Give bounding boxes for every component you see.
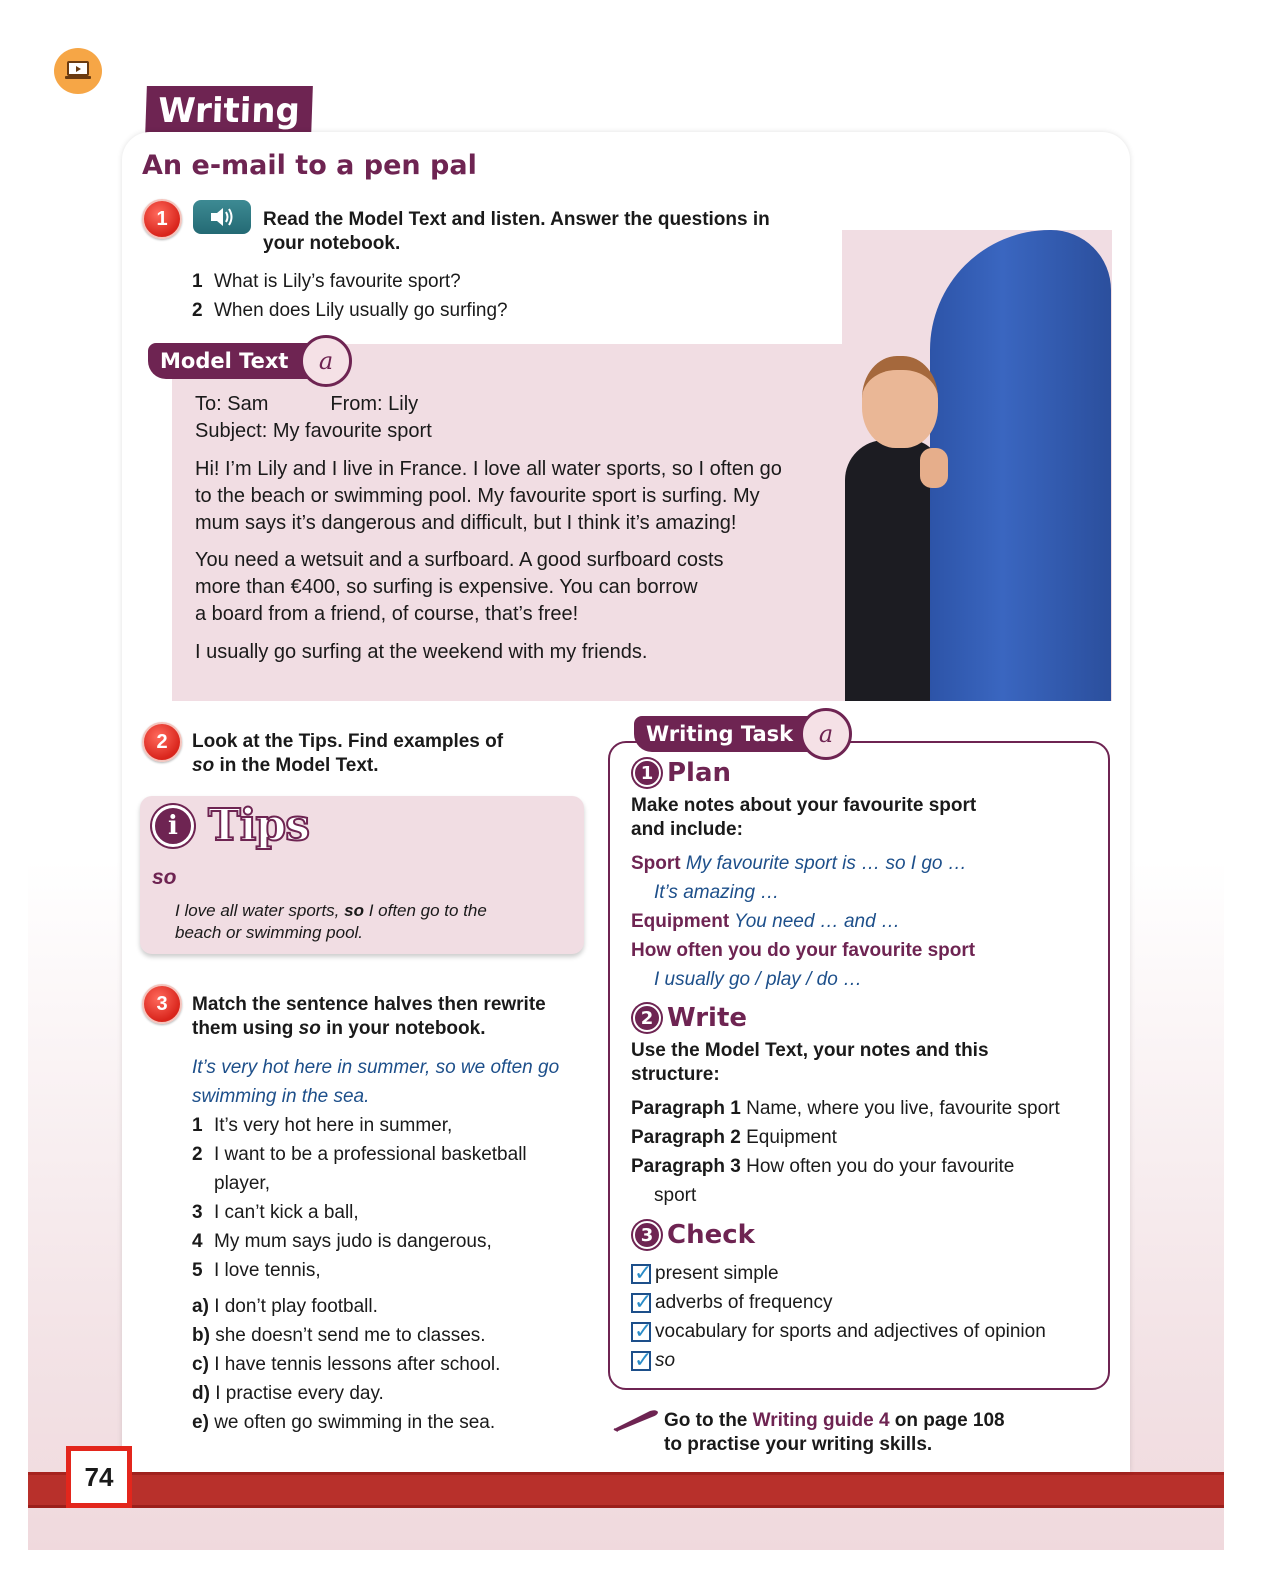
writing-task-tab: Writing Task — [634, 716, 826, 752]
writing-guide-reference — [664, 1409, 1005, 1457]
paragraph-label: Paragraph 1 — [631, 1098, 741, 1119]
item-number: 3 — [192, 1202, 203, 1223]
email-paragraph-3: I usually go surfing at the weekend with my friends. — [195, 641, 648, 663]
structure-line — [631, 1152, 1060, 1181]
instruction-line: Look at the Tips. Find examples of — [192, 731, 504, 752]
tips-text: I love all water sports, — [175, 901, 345, 920]
sentence-halves-list — [192, 1111, 527, 1285]
exercise-1-instruction — [263, 208, 770, 256]
guide-text: Go to the — [664, 1410, 753, 1431]
plan-notes — [631, 849, 975, 994]
checklist-label: present simple — [655, 1263, 779, 1284]
checklist-item[interactable] — [631, 1259, 1046, 1288]
tips-example-line — [175, 900, 555, 922]
step-title: Write — [667, 1003, 748, 1033]
plan-prompt: You need … and … — [729, 911, 900, 932]
instruction-line: Match the sentence halves then rewrite — [192, 994, 546, 1015]
item-text: What is Lily’s favourite sport? — [214, 271, 461, 292]
checkbox-checked-icon[interactable]: ✓ — [631, 1293, 651, 1313]
photo-girl-face — [862, 356, 938, 448]
exercise-number-badge: 3 — [142, 984, 182, 1024]
list-item — [192, 1140, 527, 1169]
tips-keyword: so — [152, 866, 177, 889]
exercise-3-example — [192, 1053, 559, 1111]
text-line: You need a wetsuit and a surfboard. A good surfboard costs — [195, 549, 724, 571]
info-icon: i — [152, 805, 194, 847]
step-number: 3 — [633, 1221, 661, 1249]
paragraph-structure — [631, 1094, 1060, 1210]
exercise-3-instruction — [192, 993, 546, 1041]
email-from: From: Lily — [330, 393, 419, 415]
sentence-endings-list — [192, 1292, 500, 1437]
checklist — [631, 1259, 1046, 1375]
footer-band — [28, 1472, 1224, 1508]
plan-line — [631, 849, 975, 878]
plan-label: Equipment — [631, 911, 730, 932]
paragraph-text: Equipment — [740, 1127, 837, 1148]
plan-heading — [633, 758, 731, 788]
instruction-line: your notebook. — [263, 233, 401, 254]
item-text: My mum says judo is dangerous, — [214, 1231, 492, 1252]
list-item — [192, 1350, 500, 1379]
item-letter: e) — [192, 1412, 209, 1433]
paragraph-text: Name, where you live, favourite sport — [740, 1098, 1060, 1119]
email-subject: Subject: My favourite sport — [195, 420, 432, 442]
tips-example-line: beach or swimming pool. — [175, 923, 364, 942]
text-line: to the beach or swimming pool. My favourite sport is surfing. My — [195, 485, 760, 507]
item-number: 5 — [192, 1260, 203, 1281]
guide-line: to practise your writing skills. — [664, 1434, 933, 1455]
checklist-label: vocabulary for sports and adjectives of opinion — [655, 1321, 1046, 1342]
list-item — [192, 1227, 527, 1256]
checklist-item[interactable] — [631, 1288, 1046, 1317]
tips-bold-so: so — [344, 901, 364, 920]
step-number: 2 — [633, 1004, 661, 1032]
writing-task-icon: a — [800, 708, 852, 760]
exercise-1-questions — [192, 267, 508, 325]
step-title: Plan — [667, 758, 732, 788]
item-text: player, — [214, 1173, 270, 1194]
item-number: 4 — [192, 1231, 203, 1252]
email-paragraph-2 — [195, 547, 724, 628]
checkbox-checked-icon[interactable]: ✓ — [631, 1322, 651, 1342]
guide-text: on page 108 — [889, 1410, 1005, 1431]
instruction-line: Make notes about your favourite sport — [631, 795, 977, 816]
plan-label: How often you do your favourite sport — [631, 940, 976, 961]
text-line: a board from a friend, of course, that’s free! — [195, 603, 579, 625]
item-text: we often go swimming in the sea. — [214, 1412, 496, 1433]
list-item — [192, 1111, 527, 1140]
email-header — [195, 391, 432, 445]
step-number: 1 — [633, 759, 661, 787]
model-text-icon: a — [300, 335, 352, 387]
plan-line — [631, 907, 975, 936]
item-text: I have tennis lessons after school. — [214, 1354, 501, 1375]
item-text: It’s very hot here in summer, — [214, 1115, 453, 1136]
italic-word: so — [192, 755, 215, 776]
tips-text: I often go to the — [363, 901, 487, 920]
item-number: 2 — [192, 300, 203, 321]
instruction-line — [192, 1017, 546, 1041]
paragraph-text: sport — [654, 1185, 697, 1206]
plan-prompt: My favourite sport is … so I go … — [680, 853, 967, 874]
write-intro — [631, 1039, 989, 1087]
structure-line — [631, 1123, 1060, 1152]
item-number: 1 — [192, 271, 203, 292]
write-heading — [633, 1003, 747, 1033]
instruction-text: them using — [192, 1018, 299, 1039]
item-text: she doesn’t send me to classes. — [215, 1325, 486, 1346]
check-heading — [633, 1220, 755, 1250]
item-text: I want to be a professional basketball — [214, 1144, 527, 1165]
italic-word: so — [298, 1018, 321, 1039]
instruction-text: in the Model Text. — [214, 755, 379, 776]
item-letter: b) — [192, 1325, 210, 1346]
example-line: swimming in the sea. — [192, 1086, 370, 1107]
plan-label: Sport — [631, 853, 681, 874]
list-item — [192, 1292, 500, 1321]
checklist-item[interactable] — [631, 1346, 1046, 1375]
checklist-label: so — [655, 1350, 676, 1371]
item-text: I practise every day. — [215, 1383, 384, 1404]
list-item — [192, 1321, 500, 1350]
tips-title: Tips — [208, 800, 309, 851]
email-to-from — [195, 391, 432, 418]
item-text: I love tennis, — [214, 1260, 321, 1281]
checkbox-checked-icon[interactable]: ✓ — [631, 1351, 651, 1371]
item-number: 1 — [192, 1115, 203, 1136]
paragraph-label: Paragraph 2 — [631, 1127, 741, 1148]
email-paragraph-1 — [195, 456, 782, 537]
instruction-line — [192, 754, 503, 778]
plan-intro — [631, 794, 976, 842]
email-to: To: Sam — [195, 393, 269, 415]
item-text: I can’t kick a ball, — [214, 1202, 359, 1223]
speaker-icon — [208, 206, 236, 228]
exercise-number-badge: 2 — [142, 722, 182, 762]
example-line: It’s very hot here in summer, so we often go — [192, 1057, 560, 1078]
instruction-text: in your notebook. — [320, 1018, 486, 1039]
list-item — [192, 296, 508, 325]
paragraph-label: Paragraph 3 — [631, 1156, 741, 1177]
tips-example — [175, 900, 555, 944]
audio-play-button[interactable] — [193, 200, 251, 234]
item-text: When does Lily usually go surfing? — [214, 300, 508, 321]
guide-line — [664, 1409, 1005, 1433]
list-item — [192, 1256, 527, 1285]
item-letter: c) — [192, 1354, 209, 1375]
list-item — [192, 1379, 500, 1408]
plan-prompt: It’s amazing … — [654, 882, 780, 903]
page-number: 74 — [66, 1446, 132, 1508]
list-item — [192, 1198, 527, 1227]
item-letter: a) — [192, 1296, 209, 1317]
plan-prompt: I usually go / play / do … — [654, 969, 863, 990]
checklist-label: adverbs of frequency — [655, 1292, 833, 1313]
step-title: Check — [667, 1220, 755, 1250]
model-text-tab: Model Text — [148, 343, 318, 379]
list-item — [192, 1408, 500, 1437]
item-text: I don’t play football. — [214, 1296, 378, 1317]
photo-girl-hand — [920, 448, 948, 488]
section-tab-writing: Writing — [145, 86, 313, 136]
instruction-line: Read the Model Text and listen. Answer the questions in — [263, 209, 770, 230]
instruction-line: structure: — [631, 1064, 720, 1085]
paragraph-text: How often you do your favourite — [740, 1156, 1015, 1177]
structure-line — [631, 1094, 1060, 1123]
exercise-number-badge: 1 — [142, 199, 182, 239]
text-line: mum says it’s dangerous and difficult, but I think it’s amazing! — [195, 512, 737, 534]
checkbox-checked-icon[interactable]: ✓ — [631, 1264, 651, 1284]
pen-icon — [612, 1407, 660, 1433]
checklist-item[interactable] — [631, 1317, 1046, 1346]
photo-surfboard — [930, 230, 1111, 701]
instruction-line: and include: — [631, 819, 743, 840]
laptop-icon[interactable] — [54, 48, 102, 94]
item-number: 2 — [192, 1144, 203, 1165]
text-line: more than €400, so surfing is expensive. You can borrow — [195, 576, 698, 598]
item-letter: d) — [192, 1383, 210, 1404]
list-item — [192, 267, 508, 296]
list-item — [192, 1169, 527, 1198]
instruction-line: Use the Model Text, your notes and this — [631, 1040, 989, 1061]
writing-guide-link[interactable]: Writing guide 4 — [752, 1410, 890, 1431]
text-line: Hi! I’m Lily and I live in France. I love all water sports, so I often go — [195, 458, 782, 480]
page-title: An e-mail to a pen pal — [142, 150, 477, 181]
exercise-2-instruction — [192, 730, 503, 778]
